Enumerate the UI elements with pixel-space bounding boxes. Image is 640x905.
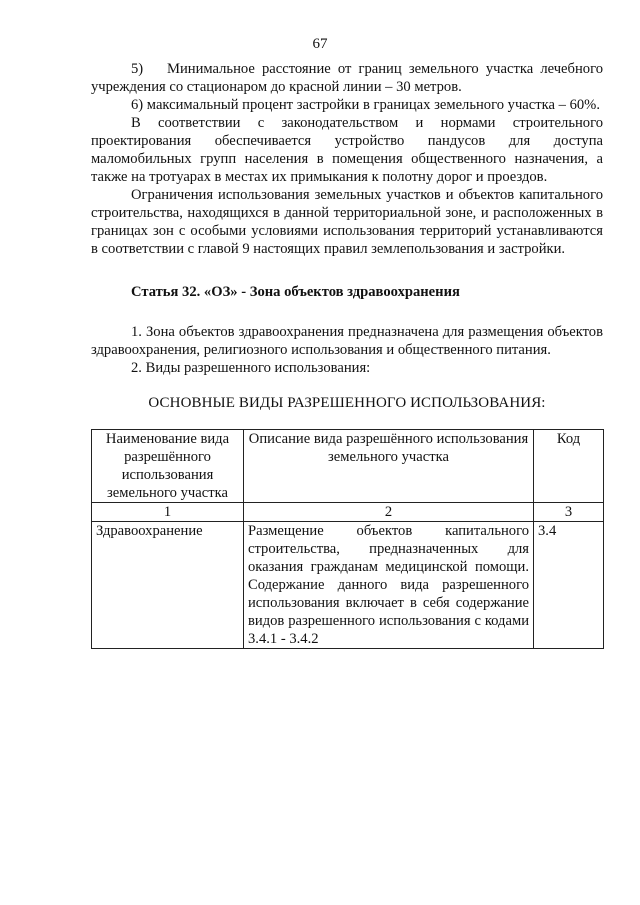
paragraph-restrictions: Ограничения использования земельных участков и объектов капитального строительства, находящихся в данной территориальной зоне, и расположенных в границах зон с особыми условиями использования территорий устанавливаются в соответствии с главой 9 настоящих правил землепользования и застройки. [91, 187, 603, 257]
item-5-text: Минимальное расстояние от границ земельного участка лечебного учреждения со стационаром до красной линии – 30 метров. [91, 61, 603, 95]
header-cell-description: Описание вида разрешённого использования земельного участка [244, 430, 534, 503]
article-heading: Статья 32. «ОЗ» - Зона объектов здравоохранения [131, 284, 460, 300]
paragraph-accessibility: В соответствии с законодательством и нормами строительного проектирования обеспечивается устройство пандусов для доступа маломобильных групп населения в помещения общественного назначения, а также на тротуарах в местах их примыкания к полотну дорог и проездов. [91, 115, 603, 185]
permitted-uses-table [91, 429, 604, 649]
article-item-2: 2. Виды разрешенного использования: [131, 360, 371, 376]
header-cell-name: Наименование вида разрешённого использования земельного участка [92, 430, 244, 503]
paragraph-item-5 [91, 60, 603, 96]
table-cell-name: Здравоохранение [92, 522, 244, 649]
column-number-cell: 1 [92, 503, 244, 522]
paragraph-item-6: 6) максимальный процент застройки в границах земельного участка – 60%. [131, 97, 600, 113]
article-item-1: 1. Зона объектов здравоохранения предназначена для размещения объектов здравоохранения, религиозного использования и общественного питания. [91, 324, 603, 358]
table-cell-description: Размещение объектов капитального строительства, предназначенных для оказания гражданам медицинской помощи. Содержание данного вида разрешенного использования включает в себя содержание видов разрешенного использования с кодами 3.4.1 - 3.4.2 [244, 522, 534, 649]
header-cell-code: Код [534, 430, 604, 503]
item-5-number: 5) [131, 61, 144, 77]
table-row [92, 522, 604, 649]
table-title: ОСНОВНЫЕ ВИДЫ РАЗРЕШЕННОГО ИСПОЛЬЗОВАНИЯ: [148, 395, 546, 411]
column-number-cell: 3 [534, 503, 604, 522]
table-cell-code: 3.4 [534, 522, 604, 649]
table-number-row [92, 503, 604, 522]
page-content [91, 60, 603, 649]
column-number-cell: 2 [244, 503, 534, 522]
table-header-row [92, 430, 604, 503]
page-number: 67 [312, 36, 328, 52]
